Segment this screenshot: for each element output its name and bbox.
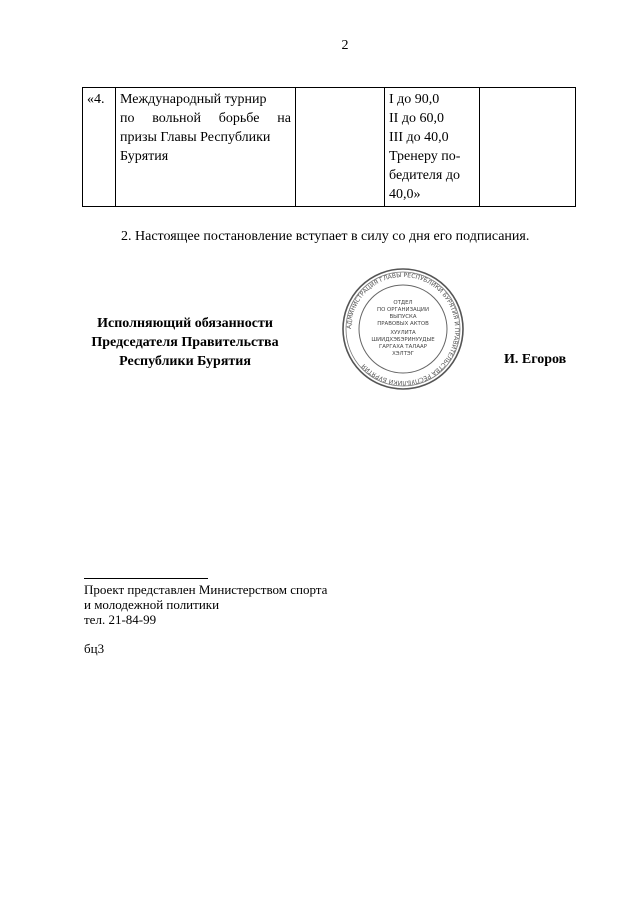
event-name-line: Международный турнир (120, 92, 267, 107)
seal-center-line: ВЫПУСКА (389, 314, 417, 320)
seal-center-line: ПО ОРГАНИЗАЦИИ (377, 307, 429, 313)
prize-line: Тренеру по- (389, 149, 461, 164)
seal-center-line: ГАРГАХА ТАЛААР (379, 344, 427, 350)
prize-line: I до 90,0 (389, 92, 440, 107)
footnote-line: Проект представлен Министерством спорта (84, 582, 328, 597)
footnote-line: и молодежной политики (84, 597, 220, 612)
official-seal (340, 266, 466, 392)
award-table (82, 87, 576, 207)
page-number: 2 (341, 38, 349, 53)
seal-center-line: ОТДЕЛ (393, 300, 413, 306)
item-number-cell: «4. (83, 88, 116, 207)
event-name-cell (116, 88, 296, 207)
prize-line: II до 60,0 (389, 111, 444, 126)
footnote (84, 582, 327, 627)
footnote-divider (84, 578, 208, 579)
signatory-title (80, 314, 290, 371)
document-code: бц3 (84, 641, 105, 656)
event-name-word: по (120, 111, 135, 126)
event-name-line: Бурятия (120, 149, 169, 164)
table-row (83, 88, 576, 207)
svg-text:АДМИНИСТРАЦИЯ ГЛАВЫ РЕСПУБЛИКИ (346, 272, 460, 386)
seal-center-line: ШИИДХЭБЭРИНУУДЫЕ (371, 337, 435, 343)
prize-line: 40,0» (389, 187, 421, 202)
signer-name: И. Егоров (504, 352, 567, 367)
signatory-title-line: Председателя Правительства (91, 335, 279, 350)
event-name-line: призы Главы Республики (120, 130, 271, 145)
empty-cell (480, 88, 576, 207)
event-name-line (120, 109, 291, 128)
empty-cell (296, 88, 385, 207)
seal-ring-text: АДМИНИСТРАЦИЯ ГЛАВЫ РЕСПУБЛИКИ БУРЯТИЯ И ПРАВИТЕЛЬСТВА РЕСПУБЛИКИ БУРЯТИЯ (345, 271, 461, 387)
seal-center-line: ПРАВОВЫХ АКТОВ (377, 321, 429, 327)
seal-center-line: ХУУЛИТА (390, 330, 416, 336)
prize-line: бедителя до (389, 168, 460, 183)
signatory-title-line: Республики Бурятия (119, 354, 251, 369)
event-name-word: на (277, 111, 291, 126)
prize-line: III до 40,0 (389, 130, 449, 145)
footnote-line: тел. 21-84-99 (84, 612, 157, 627)
event-name-word: вольной (152, 111, 201, 126)
seal-center-line: ХЭЛТЭГ (392, 351, 414, 357)
clause-text: 2. Настоящее постановление вступает в силу со дня его подписания. (121, 229, 530, 244)
prize-cell (385, 88, 480, 207)
event-name-word: борьбе (218, 111, 260, 126)
signatory-title-line: Исполняющий обязанности (97, 316, 273, 331)
